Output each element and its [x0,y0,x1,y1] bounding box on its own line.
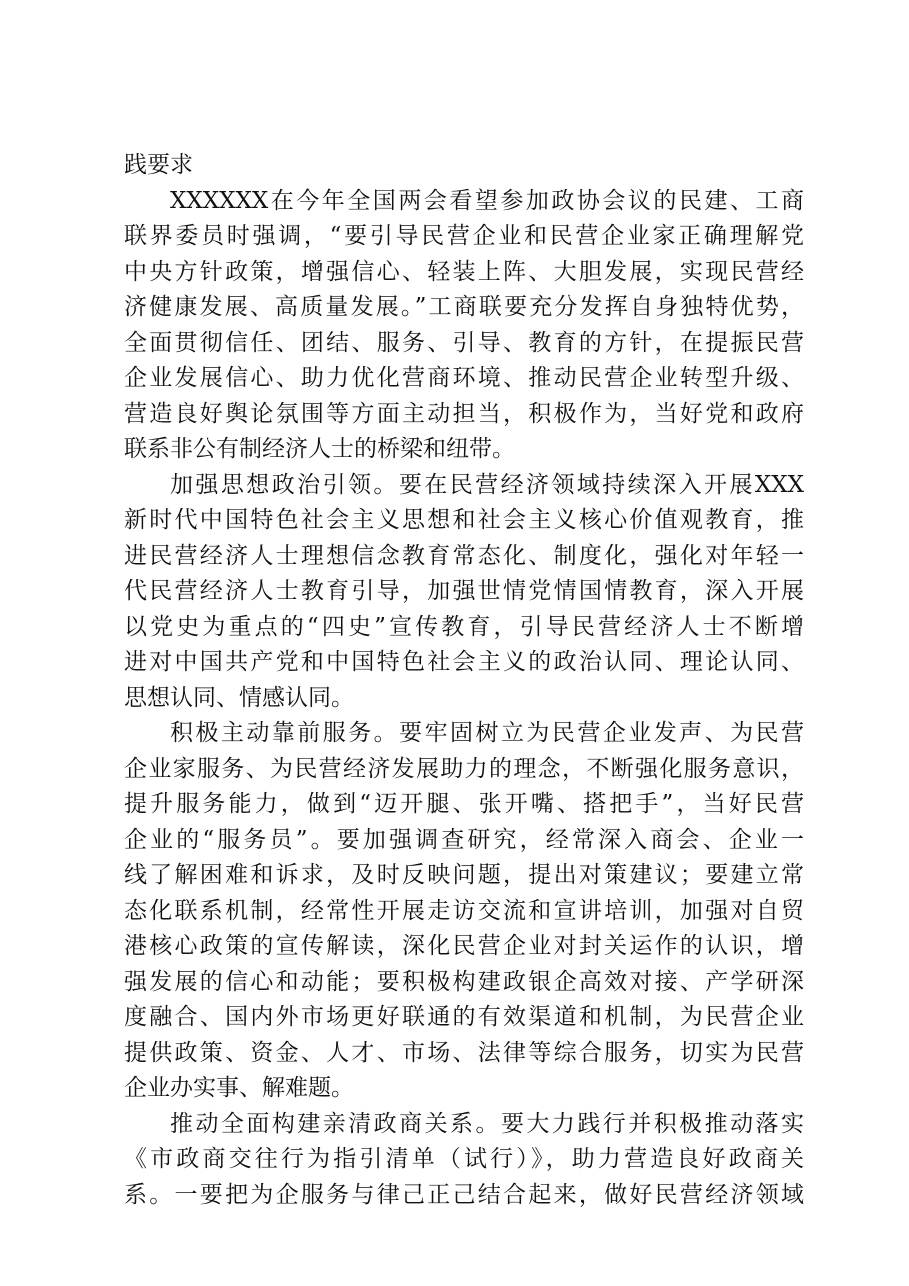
text-line: 联界委员时强调，“要引导民营企业和民营企业家正确理解党 [124,223,804,249]
text-line: 践要求 [124,152,193,178]
text-line: 强发展的信心和动能；要积极构建政银企高效对接、产学研深 [124,968,804,995]
text-line: 营造良好舆论氛围等方面主动担当，积极作为，当好党和政府 [124,400,804,427]
text-line: 企业办实事、解难题。 [124,1075,354,1101]
text-line: 企业发展信心、助力优化营商环境、推动民营企业转型升级、 [124,365,804,391]
text-line: 系。一要把为企服务与律己正己结合起来，做好民营经济领域 [124,1181,804,1208]
text-line: 进民营经济人士理想信念教育常态化、制度化，强化对年轻一 [124,542,804,569]
text-line: 《市政商交往行为指引清单（试行）》，助力营造良好政商关 [124,1146,804,1172]
text-line: 中央方针政策，增强信心、轻装上阵、大胆发展，实现民营经 [124,258,804,285]
text-line: 积极主动靠前服务。要牢固树立为民营企业发声、为民营 [170,720,804,746]
text-line: 加强思想政治引领。要在民营经济领域持续深入开展XXX [170,471,804,498]
text-line: 港核心政策的宣传解读，深化民营企业对封关运作的认识，增 [124,933,804,959]
text-line: 企业家服务、为民营经济发展助力的理念，不断强化服务意识， [124,755,804,782]
text-line: 提升服务能力，做到“迈开腿、张开嘴、搭把手”，当好民营 [124,791,804,817]
text-line: 济健康发展、高质量发展。”工商联要充分发挥自身独特优势， [124,294,804,320]
text-line: 新时代中国特色社会主义思想和社会主义核心价值观教育，推 [124,507,804,533]
text-line: 态化联系机制，经常性开展走访交流和宣讲培训，加强对自贸 [124,897,804,924]
text-line: 思想认同、情感认同。 [124,684,354,711]
text-line: 企业的“服务员”。要加强调查研究，经常深入商会、企业一 [124,826,804,853]
text-line: 以党史为重点的“四史”宣传教育，引导民营经济人士不断增 [124,613,804,640]
text-line: 进对中国共产党和中国特色社会主义的政治认同、理论认同、 [124,649,804,675]
text-line: 线了解困难和诉求，及时反映问题，提出对策建议；要建立常 [124,862,804,888]
text-line: 代民营经济人士教育引导，加强世情党情国情教育，深入开展 [124,578,804,604]
text-line: 推动全面构建亲清政商关系。要大力践行并积极推动落实 [170,1110,804,1137]
text-line: XXXXXX在今年全国两会看望参加政协会议的民建、工商 [170,187,804,214]
text-line: 度融合、国内外市场更好联通的有效渠道和机制，为民营企业 [124,1004,804,1030]
document-body [124,148,804,1213]
text-line: 提供政策、资金、人才、市场、法律等综合服务，切实为民营 [124,1039,804,1066]
text-line: 全面贯彻信任、团结、服务、引导、教育的方针，在提振民营 [124,329,804,356]
text-line: 联系非公有制经济人士的桥梁和纽带。 [124,436,515,462]
